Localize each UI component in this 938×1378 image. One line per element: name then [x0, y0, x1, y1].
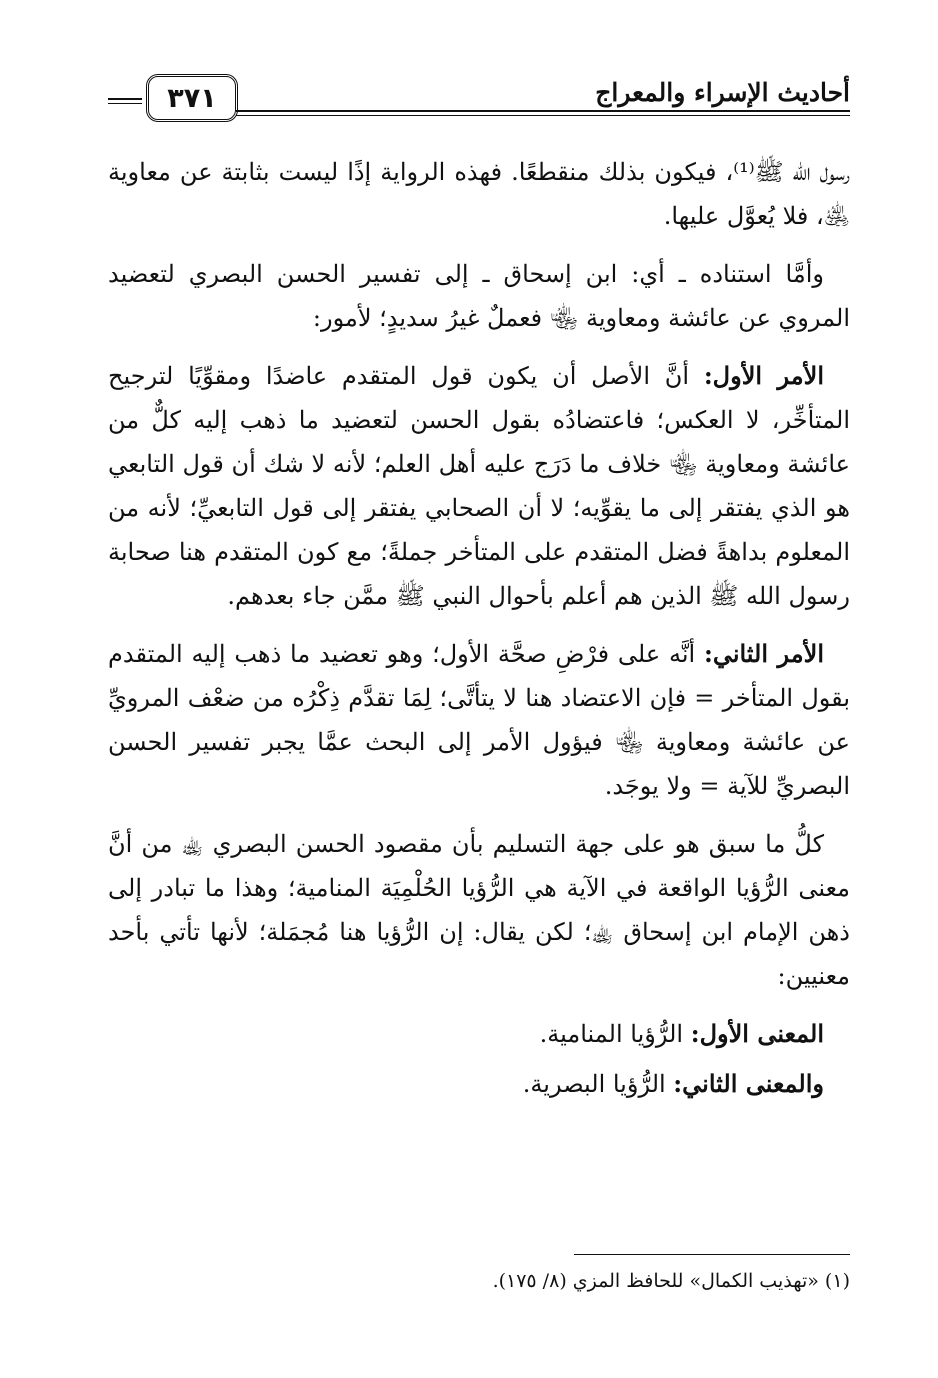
page-number: ٣٧١	[167, 82, 217, 114]
paragraph-first-matter	[108, 354, 850, 618]
header-rule-right	[236, 110, 850, 116]
meaning-two-text: الرُّؤيا البصرية.	[522, 1070, 674, 1098]
meaning-two	[108, 1062, 850, 1106]
first-matter-label: الأمر الأول:	[703, 361, 824, 390]
second-matter-label: الأمر الثاني:	[703, 639, 824, 668]
paragraph-1: رسول الله ﷺ⁽¹⁾، فيكون بذلك منقطعًا. فهذه الرواية إذًا ليست بثابتة عن معاوية ﵁، فلا يُعوَّل عليها.	[108, 158, 850, 230]
footnote: (١) «تهذيب الكمال» للحافظ المزي (٨/ ١٧٥).	[492, 1270, 850, 1292]
first-matter-text: أنَّ الأصل أن يكون قول المتقدم عاضدًا ومقوِّيًا لترجيح المتأخِّر، لا العكس؛ فاعتضادُه بقول الحسن لتعضيد ما ذهب إليه كلٌّ من عائشة ومعاوية ﵄ خلاف ما دَرَج عليه أهل العلم؛ لأنه لا شك أن قول التابعي هو الذي يفتقر إلى ما يقوِّيه؛ لا أن الصحابي يفتقر إلى قول التابعيِّ؛ لأنه من المعلوم بداهةً فضل المتقدم على المتأخر جملةً؛ مع كون المتقدم هنا صحابة رسول الله ﷺ الذين هم أعلم بأحوال النبي ﷺ ممَّن جاء بعدهم.	[108, 362, 851, 610]
main-text	[108, 150, 850, 1112]
meaning-one	[108, 1012, 850, 1056]
paragraph-second-matter	[108, 632, 850, 808]
paragraph-5: كلُّ ما سبق هو على جهة التسليم بأن مقصود الحسن البصري ﵀ من أنَّ معنى الرُّؤيا الواقعة في الآية هي الرُّؤيا الحُلْمِيَة المنامية؛ وهذا ما تبادر إلى ذهن الإمام ابن إسحاق ﵀؛ لكن يقال: إن الرُّؤيا هنا مُجمَلة؛ لأنها تأتي بأحد معنيين:	[108, 830, 850, 990]
paragraph-2: وأمَّا استناده ـ أي: ابن إسحاق ـ إلى تفسير الحسن البصري لتعضيد المروي عن عائشة ومعاوية ﵄ فعملٌ غيرُ سديدٍ؛ لأمور:	[108, 260, 850, 332]
header-rule-left	[108, 98, 142, 104]
page-number-frame	[146, 74, 238, 122]
meaning-two-label: والمعنى الثاني:	[673, 1069, 824, 1098]
meaning-one-text: الرُّؤيا المنامية.	[539, 1020, 691, 1048]
footnote-separator	[574, 1254, 850, 1255]
running-title: أحاديث الإسراء والمعراج	[595, 78, 850, 107]
meaning-one-label: المعنى الأول:	[690, 1019, 824, 1048]
page-header	[108, 70, 850, 126]
second-matter-text: أنَّه على فرْضِ صحَّة الأول؛ وهو تعضيد ما ذهب إليه المتقدم بقول المتأخر = فإن الاعتضاد هنا لا يتأتَّى؛ لِمَا تقدَّم ذِكْرُه من ضعْف المرويِّ عن عائشة ومعاوية ﵄ فيؤول الأمر إلى البحث عمَّا يجبر تفسير الحسن البصريِّ للآية = ولا يوجَد.	[108, 640, 850, 800]
